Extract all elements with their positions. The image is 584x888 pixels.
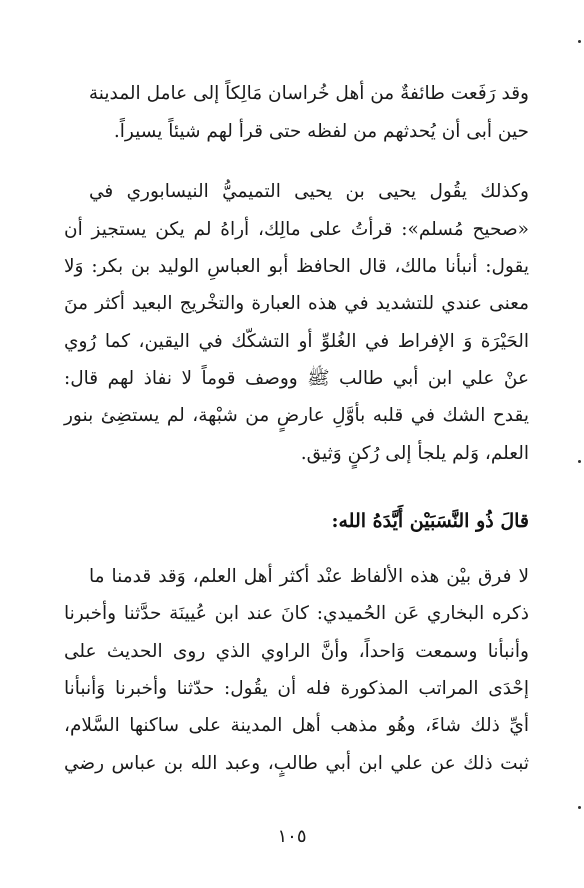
text-line: لا فرق بيْن هذه الألفاظ عنْد أكثر أهل العلم، وَقد قدمنا ما (89, 566, 529, 587)
text-line: ذكره البخاري عَن الحُميدي: كانَ عند ابن عُيينَة حدَّثنا وأخبرنا (64, 603, 529, 624)
text-line: عنْ علي ابن أبي طالب ﷺ ووصف قوماً لا نفاذ لهم قال: (64, 368, 529, 389)
text-line: وكذلك يقُول يحيى بن يحيى التميميُّ النيسابوري في (89, 181, 529, 202)
text-line: إحْدَى المراتب المذكورة فله أن يقُول: حدّثنا وأخبرنا وَأنبأنا (64, 678, 529, 699)
text-line: يقول: أنبأنا مالك، قال الحافظ أبو العباسِ الوليد بن بكر: وَلا (64, 256, 529, 277)
text-line: وأنبأنا وسمعت وَاحداً، وأنَّ الراوي الذي روى الحديث على (64, 641, 529, 662)
text-line: «صحيح مُسلم»: قرأتُ على مالِك، أراهُ لم يكن يستجيز أن (64, 219, 529, 240)
page-number: ١٠٥ (277, 826, 307, 847)
text-line: معنى عندي للتشديد في هذه العبارة والتخْريج البعيد أكثر منَ (64, 293, 529, 314)
scan-mark (578, 460, 581, 463)
text-line: وقد رَفَعت طائفةٌ من أهل خُراسان مَالِكاً إلى عامل المدينة (88, 83, 529, 104)
scan-mark (578, 806, 581, 809)
section-heading: قالَ ذُو النَّسَبَيْن أَيَّدَهُ الله: (331, 510, 529, 532)
text-line: الحَيْرَة وَ الإفراط في الغُلوِّ أو التشكّك في اليقين، كما رُوي (64, 331, 529, 352)
text-line: العلم، وَلم يلجأ إلى رُكنٍ وَثيق. (300, 443, 529, 464)
text-line: أيِّ ذلك شاءَ، وهُو مذهب أهل المدينة على ساكنها السَّلام، (64, 715, 529, 736)
text-line: ثبت ذلك عن علي ابن أبي طالبٍ، وعبد الله بن عباس رضي (64, 753, 529, 774)
text-line: يقدح الشك في قلبه بأوَّلِ عارضٍ من شبْهة، لم يستضِئ بنور (64, 405, 529, 426)
text-line: حين أبى أن يُحدثهم من لفظه حتى قرأ لهم شيئاً يسيراً. (113, 121, 529, 142)
scan-mark (578, 40, 581, 43)
